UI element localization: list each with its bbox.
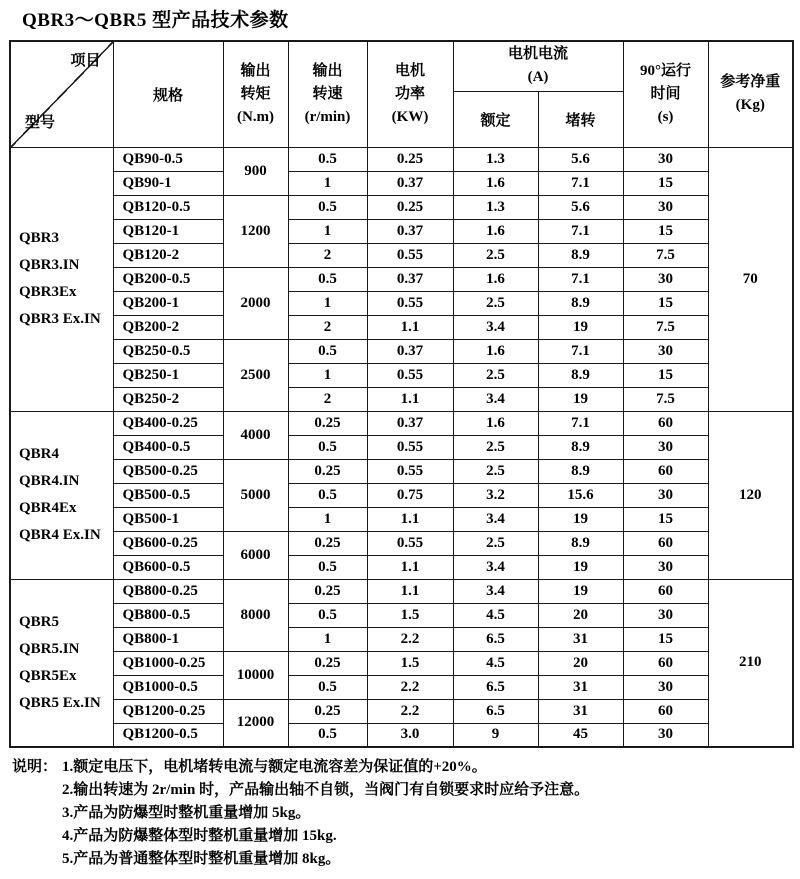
speed-cell: 1 bbox=[288, 363, 367, 387]
speed-cell: 1 bbox=[288, 291, 367, 315]
power-cell: 0.55 bbox=[367, 459, 453, 483]
time-cell: 15 bbox=[623, 291, 708, 315]
power-cell: 1.1 bbox=[367, 555, 453, 579]
table-row bbox=[10, 435, 793, 459]
table-row bbox=[10, 651, 793, 675]
corner-label-item: 项目 bbox=[70, 53, 101, 69]
time-cell: 30 bbox=[623, 339, 708, 363]
torque-cell: 2500 bbox=[223, 339, 288, 411]
time-cell: 7.5 bbox=[623, 387, 708, 411]
stall-current-cell: 8.9 bbox=[538, 243, 623, 267]
note-item: 4.产品为防爆整体型时整机重量增加 15kg. bbox=[62, 828, 337, 844]
rated-current-cell: 9 bbox=[453, 723, 538, 747]
stall-current-cell: 45 bbox=[538, 723, 623, 747]
speed-cell: 1 bbox=[288, 219, 367, 243]
stall-current-cell: 7.1 bbox=[538, 411, 623, 435]
page-title: QBR3～QBR5 型产品技术参数 bbox=[22, 10, 289, 31]
stall-current-cell: 15.6 bbox=[538, 483, 623, 507]
spec-cell: QB1000-0.25 bbox=[113, 651, 223, 675]
model-cell bbox=[10, 579, 113, 747]
power-cell: 0.37 bbox=[367, 267, 453, 291]
table-row bbox=[10, 459, 793, 483]
model-cell bbox=[10, 147, 113, 411]
spec-cell: QB120-2 bbox=[113, 243, 223, 267]
note-item: 2.输出转速为 2r/min 时，产品输出轴不自锁，当阀门有自锁要求时应给予注意。 bbox=[62, 782, 590, 798]
spec-cell: QB200-0.5 bbox=[113, 267, 223, 291]
speed-cell: 2 bbox=[288, 243, 367, 267]
time-cell: 30 bbox=[623, 435, 708, 459]
rated-current-cell: 1.6 bbox=[453, 267, 538, 291]
spec-cell: QB800-0.25 bbox=[113, 579, 223, 603]
stall-current-cell: 7.1 bbox=[538, 171, 623, 195]
rated-current-cell: 2.5 bbox=[453, 531, 538, 555]
speed-cell: 1 bbox=[288, 171, 367, 195]
speed-cell: 0.5 bbox=[288, 267, 367, 291]
power-cell: 0.37 bbox=[367, 171, 453, 195]
power-cell: 1.1 bbox=[367, 315, 453, 339]
stall-current-cell: 20 bbox=[538, 651, 623, 675]
time-cell: 30 bbox=[623, 675, 708, 699]
rated-current-cell: 3.4 bbox=[453, 507, 538, 531]
rated-current-cell: 3.2 bbox=[453, 483, 538, 507]
power-cell: 0.37 bbox=[367, 411, 453, 435]
speed-cell: 0.25 bbox=[288, 699, 367, 723]
stall-current-cell: 19 bbox=[538, 315, 623, 339]
model-line: QBR4 bbox=[19, 446, 60, 462]
table-row bbox=[10, 219, 793, 243]
speed-cell: 0.25 bbox=[288, 459, 367, 483]
stall-current-cell: 7.1 bbox=[538, 267, 623, 291]
time-cell: 60 bbox=[623, 459, 708, 483]
col-header-weight: 参考净重 (Kg) bbox=[708, 41, 793, 147]
rated-current-cell: 1.3 bbox=[453, 195, 538, 219]
stall-current-cell: 5.6 bbox=[538, 195, 623, 219]
power-cell: 0.55 bbox=[367, 531, 453, 555]
torque-cell: 2000 bbox=[223, 267, 288, 339]
power-cell: 3.0 bbox=[367, 723, 453, 747]
col-header-time: 90°运行 时间 (s) bbox=[623, 41, 708, 147]
spec-cell: QB500-0.25 bbox=[113, 459, 223, 483]
speed-cell: 2 bbox=[288, 387, 367, 411]
time-cell: 60 bbox=[623, 411, 708, 435]
col-header-rated-current: 额定 bbox=[453, 91, 538, 147]
torque-cell: 900 bbox=[223, 147, 288, 195]
torque-cell: 4000 bbox=[223, 411, 288, 459]
model-line: QBR3 bbox=[19, 230, 60, 246]
corner-label-model: 型号 bbox=[25, 114, 56, 131]
stall-current-cell: 8.9 bbox=[538, 531, 623, 555]
power-cell: 0.25 bbox=[367, 195, 453, 219]
power-cell: 1.5 bbox=[367, 651, 453, 675]
spec-cell: QB200-2 bbox=[113, 315, 223, 339]
power-cell: 0.37 bbox=[367, 219, 453, 243]
power-cell: 0.55 bbox=[367, 435, 453, 459]
spec-table-body bbox=[10, 147, 793, 747]
rated-current-cell: 1.6 bbox=[453, 339, 538, 363]
table-row bbox=[10, 483, 793, 507]
spec-cell: QB500-1 bbox=[113, 507, 223, 531]
speed-cell: 0.25 bbox=[288, 411, 367, 435]
rated-current-cell: 2.5 bbox=[453, 363, 538, 387]
time-cell: 60 bbox=[623, 651, 708, 675]
rated-current-cell: 3.4 bbox=[453, 555, 538, 579]
rated-current-cell: 6.5 bbox=[453, 627, 538, 651]
time-cell: 15 bbox=[623, 627, 708, 651]
time-cell: 15 bbox=[623, 171, 708, 195]
col-header-stall-current: 堵转 bbox=[538, 91, 623, 147]
stall-current-cell: 20 bbox=[538, 603, 623, 627]
rated-current-cell: 1.6 bbox=[453, 219, 538, 243]
rated-current-cell: 3.4 bbox=[453, 579, 538, 603]
weight-cell: 70 bbox=[708, 147, 793, 411]
power-cell: 2.2 bbox=[367, 627, 453, 651]
time-cell: 30 bbox=[623, 147, 708, 171]
speed-cell: 0.5 bbox=[288, 723, 367, 747]
stall-current-cell: 7.1 bbox=[538, 339, 623, 363]
col-header-current-group: 电机电流 (A) bbox=[453, 41, 623, 91]
model-cell bbox=[10, 411, 113, 579]
table-row bbox=[10, 507, 793, 531]
time-cell: 7.5 bbox=[623, 243, 708, 267]
weight-cell: 120 bbox=[708, 411, 793, 579]
table-row bbox=[10, 627, 793, 651]
table-row bbox=[10, 579, 793, 603]
table-row bbox=[10, 555, 793, 579]
model-line: QBR4 Ex.IN bbox=[19, 527, 101, 543]
torque-cell: 5000 bbox=[223, 459, 288, 531]
rated-current-cell: 6.5 bbox=[453, 699, 538, 723]
time-cell: 15 bbox=[623, 507, 708, 531]
stall-current-cell: 8.9 bbox=[538, 363, 623, 387]
spec-cell: QB120-0.5 bbox=[113, 195, 223, 219]
spec-cell: QB200-1 bbox=[113, 291, 223, 315]
torque-cell: 10000 bbox=[223, 651, 288, 699]
note-item: 3.产品为防爆型时整机重量增加 5kg。 bbox=[62, 805, 311, 821]
speed-cell: 1 bbox=[288, 507, 367, 531]
model-line: QBR5.IN bbox=[19, 640, 80, 657]
time-cell: 60 bbox=[623, 699, 708, 723]
power-cell: 1.1 bbox=[367, 507, 453, 531]
stall-current-cell: 19 bbox=[538, 555, 623, 579]
note-item: 5.产品为普通整体型时整机重量增加 8kg。 bbox=[62, 851, 341, 867]
spec-cell: QB400-0.25 bbox=[113, 411, 223, 435]
stall-current-cell: 31 bbox=[538, 627, 623, 651]
table-row bbox=[10, 723, 793, 747]
torque-cell: 12000 bbox=[223, 699, 288, 747]
model-line: QBR3Ex bbox=[19, 284, 77, 300]
corner-cell bbox=[10, 41, 113, 147]
spec-cell: QB250-0.5 bbox=[113, 339, 223, 363]
time-cell: 15 bbox=[623, 219, 708, 243]
power-cell: 0.37 bbox=[367, 339, 453, 363]
table-row bbox=[10, 339, 793, 363]
spec-cell: QB1000-0.5 bbox=[113, 675, 223, 699]
power-cell: 1.1 bbox=[367, 387, 453, 411]
table-row bbox=[10, 531, 793, 555]
col-header-speed: 输出 转速 (r/min) bbox=[288, 41, 367, 147]
speed-cell: 0.5 bbox=[288, 603, 367, 627]
speed-cell: 0.5 bbox=[288, 435, 367, 459]
power-cell: 0.25 bbox=[367, 147, 453, 171]
table-row bbox=[10, 363, 793, 387]
spec-cell: QB600-0.25 bbox=[113, 531, 223, 555]
table-row bbox=[10, 411, 793, 435]
table-row bbox=[10, 291, 793, 315]
model-line: QBR4Ex bbox=[19, 500, 77, 516]
spec-cell: QB1200-0.5 bbox=[113, 723, 223, 747]
time-cell: 15 bbox=[623, 363, 708, 387]
table-row bbox=[10, 195, 793, 219]
stall-current-cell: 8.9 bbox=[538, 291, 623, 315]
time-cell: 60 bbox=[623, 579, 708, 603]
table-row bbox=[10, 603, 793, 627]
table-row bbox=[10, 147, 793, 171]
note-item: 1.额定电压下，电机堵转电流与额定电流容差为保证值的+20%。 bbox=[62, 759, 487, 775]
spec-cell: QB800-0.5 bbox=[113, 603, 223, 627]
col-header-power: 电机 功率 (KW) bbox=[367, 41, 453, 147]
time-cell: 30 bbox=[623, 483, 708, 507]
speed-cell: 0.25 bbox=[288, 579, 367, 603]
model-line: QBR5 bbox=[19, 613, 60, 630]
notes-items bbox=[62, 756, 589, 871]
spec-cell: QB1200-0.25 bbox=[113, 699, 223, 723]
spec-cell: QB120-1 bbox=[113, 219, 223, 243]
speed-cell: 0.5 bbox=[288, 675, 367, 699]
table-row bbox=[10, 387, 793, 411]
stall-current-cell: 5.6 bbox=[538, 147, 623, 171]
model-line: QBR5Ex bbox=[19, 667, 77, 684]
rated-current-cell: 2.5 bbox=[453, 435, 538, 459]
time-cell: 60 bbox=[623, 531, 708, 555]
table-row bbox=[10, 315, 793, 339]
col-header-torque: 输出 转矩 (N.m) bbox=[223, 41, 288, 147]
model-line: QBR5 Ex.IN bbox=[19, 694, 101, 711]
rated-current-cell: 3.4 bbox=[453, 315, 538, 339]
time-cell: 30 bbox=[623, 603, 708, 627]
time-cell: 30 bbox=[623, 267, 708, 291]
col-header-spec: 规格 bbox=[113, 41, 223, 147]
speed-cell: 0.5 bbox=[288, 147, 367, 171]
spec-cell: QB500-0.5 bbox=[113, 483, 223, 507]
speed-cell: 0.25 bbox=[288, 651, 367, 675]
spec-cell: QB400-0.5 bbox=[113, 435, 223, 459]
speed-cell: 0.5 bbox=[288, 483, 367, 507]
power-cell: 1.1 bbox=[367, 579, 453, 603]
rated-current-cell: 1.6 bbox=[453, 171, 538, 195]
model-line: QBR4.IN bbox=[19, 473, 80, 489]
spec-cell: QB800-1 bbox=[113, 627, 223, 651]
rated-current-cell: 2.5 bbox=[453, 459, 538, 483]
model-line: QBR3 Ex.IN bbox=[19, 311, 101, 327]
table-row bbox=[10, 675, 793, 699]
spec-cell: QB600-0.5 bbox=[113, 555, 223, 579]
spec-cell: QB90-1 bbox=[113, 171, 223, 195]
spec-cell: QB90-0.5 bbox=[113, 147, 223, 171]
stall-current-cell: 7.1 bbox=[538, 219, 623, 243]
torque-cell: 1200 bbox=[223, 195, 288, 267]
speed-cell: 0.5 bbox=[288, 195, 367, 219]
model-line: QBR3.IN bbox=[19, 257, 80, 273]
weight-cell: 210 bbox=[708, 579, 793, 747]
rated-current-cell: 4.5 bbox=[453, 651, 538, 675]
rated-current-cell: 1.3 bbox=[453, 147, 538, 171]
notes-block bbox=[12, 756, 800, 871]
rated-current-cell: 1.6 bbox=[453, 411, 538, 435]
spec-cell: QB250-1 bbox=[113, 363, 223, 387]
power-cell: 0.55 bbox=[367, 363, 453, 387]
rated-current-cell: 2.5 bbox=[453, 243, 538, 267]
power-cell: 0.55 bbox=[367, 243, 453, 267]
speed-cell: 1 bbox=[288, 627, 367, 651]
stall-current-cell: 19 bbox=[538, 507, 623, 531]
power-cell: 0.75 bbox=[367, 483, 453, 507]
power-cell: 0.55 bbox=[367, 291, 453, 315]
power-cell: 1.5 bbox=[367, 603, 453, 627]
speed-cell: 2 bbox=[288, 315, 367, 339]
stall-current-cell: 31 bbox=[538, 699, 623, 723]
time-cell: 7.5 bbox=[623, 315, 708, 339]
table-row bbox=[10, 699, 793, 723]
spec-cell: QB250-2 bbox=[113, 387, 223, 411]
stall-current-cell: 8.9 bbox=[538, 435, 623, 459]
rated-current-cell: 3.4 bbox=[453, 387, 538, 411]
speed-cell: 0.5 bbox=[288, 555, 367, 579]
rated-current-cell: 6.5 bbox=[453, 675, 538, 699]
stall-current-cell: 19 bbox=[538, 579, 623, 603]
table-row bbox=[10, 243, 793, 267]
speed-cell: 0.5 bbox=[288, 339, 367, 363]
notes-label: 说明： bbox=[12, 759, 58, 775]
torque-cell: 6000 bbox=[223, 531, 288, 579]
stall-current-cell: 19 bbox=[538, 387, 623, 411]
table-row bbox=[10, 171, 793, 195]
power-cell: 2.2 bbox=[367, 699, 453, 723]
rated-current-cell: 2.5 bbox=[453, 291, 538, 315]
torque-cell: 8000 bbox=[223, 579, 288, 651]
speed-cell: 0.25 bbox=[288, 531, 367, 555]
rated-current-cell: 4.5 bbox=[453, 603, 538, 627]
time-cell: 30 bbox=[623, 723, 708, 747]
stall-current-cell: 31 bbox=[538, 675, 623, 699]
spec-table-header bbox=[10, 41, 793, 147]
spec-table bbox=[9, 40, 794, 748]
stall-current-cell: 8.9 bbox=[538, 459, 623, 483]
power-cell: 2.2 bbox=[367, 675, 453, 699]
table-row bbox=[10, 267, 793, 291]
time-cell: 30 bbox=[623, 195, 708, 219]
time-cell: 30 bbox=[623, 555, 708, 579]
